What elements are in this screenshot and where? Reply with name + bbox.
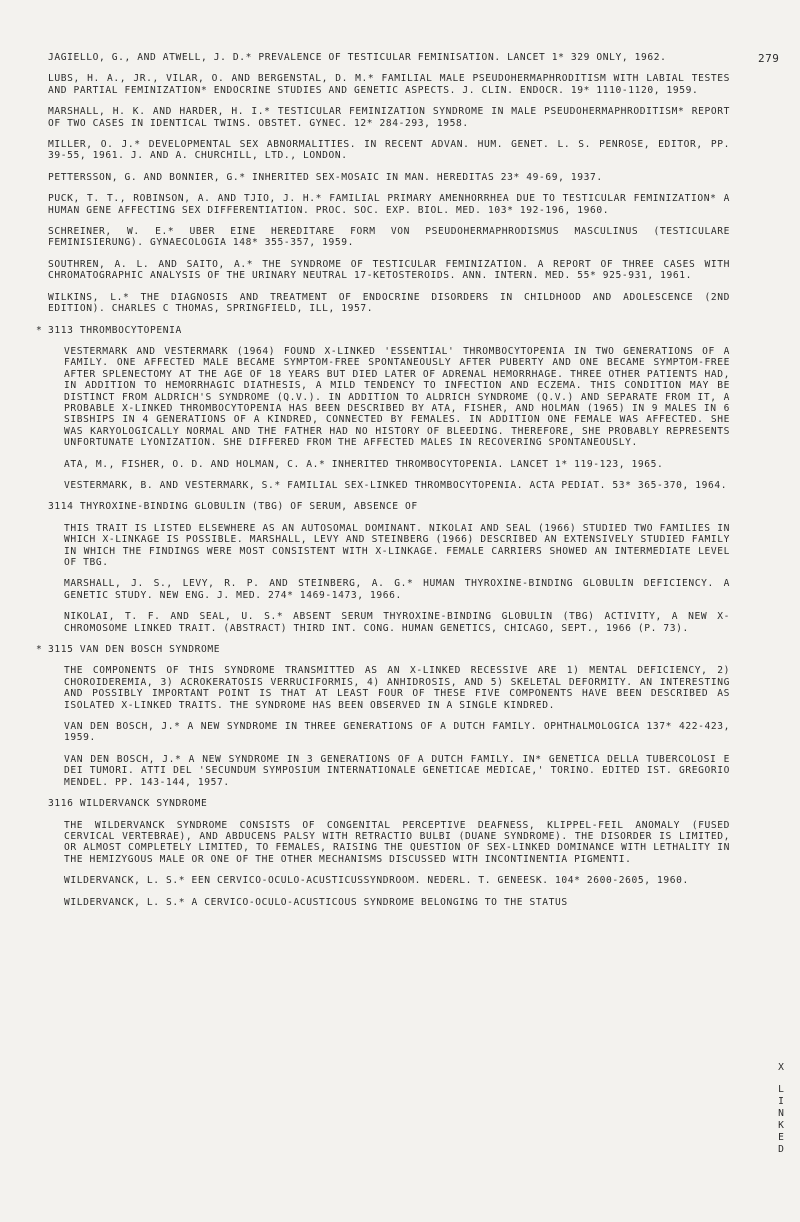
side-label-letter: E: [778, 1132, 784, 1143]
reference: ATA, M., FISHER, O. D. AND HOLMAN, C. A.* INHERITED THROMBOCYTOPENIA. LANCET 1* 119-123, 1965.: [64, 458, 664, 470]
reference: MILLER, O. J.* DEVELOPMENTAL SEX ABNORMALITIES. IN RECENT ADVAN. HUM. GENET. L. S. PENROSE, EDITOR, PP. 39-55, 1961. J. AND A. CHURCHILL, LTD., LONDON.: [48, 139, 730, 162]
reference: VAN DEN BOSCH, J.* A NEW SYNDROME IN THREE GENERATIONS OF A DUTCH FAMILY. OPHTHALMOLOGICA 137* 422-423, 1959.: [64, 721, 730, 744]
entry-heading: [36, 324, 730, 336]
reference: WILDERVANCK, L. S.* EEN CERVICO-OCULO-ACUSTICUSSYNDROOM. NEDERL. T. GENEESK. 104* 2600-2605, 1960.: [64, 875, 689, 887]
side-label-letter: I: [778, 1096, 784, 1107]
reference: LUBS, H. A., JR., VILAR, O. AND BERGENSTAL, D. M.* FAMILIAL MALE PSEUDOHERMAPHRODITISM WITH LABIAL TESTES AND PARTIAL FEMINIZATION* ENDOCRINE STUDIES AND GENETIC ASPECTS. J. CLIN. ENDOCR. 19* 1110-1120, 1959.: [48, 73, 730, 96]
side-label-letter: L: [778, 1084, 784, 1095]
entry-body: THE COMPONENTS OF THIS SYNDROME TRANSMITTED AS AN X-LINKED RECESSIVE ARE 1) MENTAL DEFICIENCY, 2) CHOROIDEREMIA, 3) ACROKERATOSIS VERRUCIFORMIS, 4) ANHIDROSIS, AND 5) SKELETAL DEFORMITY. AN INTERESTING AND POSSIBLY IMPORTANT POINT IS THAT AT LEAST FOUR OF THESE FIVE COMPONENTS HAVE BEEN DESCRIBED AS ISOLATED X-LINKED TRAITS. THE SYNDROME HAS BEEN OBSERVED IN A SINGLE KINDRED.: [64, 665, 730, 711]
reference: VAN DEN BOSCH, J.* A NEW SYNDROME IN 3 GENERATIONS OF A DUTCH FAMILY. IN* GENETICA DELLA TUBERCOLOSI E DEI TUMORI. ATTI DEL 'SECUNDUM SYMPOSIUM INTERNATIONALE GENETICAE MEDICAE,' TORINO. EDITED IST. GREGORIO MENDEL. PP. 143-144, 1957.: [64, 753, 730, 788]
page-content: [36, 52, 730, 918]
entry-title: 3116 WILDERVANCK SYNDROME: [48, 798, 208, 810]
entry-body: VESTERMARK AND VESTERMARK (1964) FOUND X-LINKED 'ESSENTIAL' THROMBOCYTOPENIA IN TWO GENERATIONS OF A FAMILY. ONE AFFECTED MALE BECAME SYMPTOM-FREE SPONTANEOUSLY AFTER PUBERTY AND ONE BECAME SYMPTOM-FREE AFTER SPLENECTOMY AT THE AGE OF 18 YEARS BUT DIED LATER OF ADRENAL HEMORRHAGE. THREE OTHER PATIENTS HAD, IN ADDITION TO HEMORRHAGIC DIATHESIS, A MILD TENDENCY TO INFECTION AND ECZEMA. THIS CONDITION MAY BE DISTINCT FROM ALDRICH'S SYNDROME (Q.V.). IN ADDITION TO ALDRICH SYNDROME (Q.V.) AND SEPARATE FROM IT, A PROBABLE X-LINKED THROMBOCYTOPENIA HAS BEEN DESCRIBED BY ATA, FISHER, AND HOLMAN (1965) IN 9 MALES IN 6 SIBSHIPS IN 4 GENERATIONS OF A KINDRED, CONNECTED BY FEMALES. IN ADDITION ONE FEMALE WAS AFFECTED. SHE WAS KARYOLOGICALLY NORMAL AND THE FATHER HAD NO HISTORY OF BLEEDING. THEREFORE, SHE PROBABLY REPRESENTS UNFORTUNATE LYONIZATION. SHE DIFFERED FROM THE AFFECTED MALES IN RECOVERING SPONTANEOUSLY.: [64, 345, 730, 449]
side-label-letter: N: [778, 1108, 784, 1119]
page-number: 279: [758, 52, 780, 65]
reference: WILDERVANCK, L. S.* A CERVICO-OCULO-ACUSTICOUS SYNDROME BELONGING TO THE STATUS: [64, 896, 568, 908]
reference: JAGIELLO, G., AND ATWELL, J. D.* PREVALENCE OF TESTICULAR FEMINISATION. LANCET 1* 329 ONLY, 1962.: [48, 52, 667, 63]
entry-title: 3115 VAN DEN BOSCH SYNDROME: [48, 644, 221, 656]
entry-heading: [48, 501, 730, 512]
reference: PUCK, T. T., ROBINSON, A. AND TJIO, J. H.* FAMILIAL PRIMARY AMENHORRHEA DUE TO TESTICULAR FEMINIZATION* A HUMAN GENE AFFECTING SEX DIFFERENTIATION. PROC. SOC. EXP. BIOL. MED. 103* 192-196, 1960.: [48, 193, 730, 216]
entry-3115: [36, 644, 730, 788]
side-label-letter: K: [778, 1120, 784, 1131]
reference: WILKINS, L.* THE DIAGNOSIS AND TREATMENT OF ENDOCRINE DISORDERS IN CHILDHOOD AND ADOLESCENCE (2ND EDITION). CHARLES C THOMAS, SPRINGFIELD, ILL, 1957.: [48, 291, 730, 315]
reference: PETTERSSON, G. AND BONNIER, G.* INHERITED SEX-MOSAIC IN MAN. HEREDITAS 23* 49-69, 1937.: [48, 171, 603, 183]
reference: MARSHALL, J. S., LEVY, R. P. AND STEINBERG, A. G.* HUMAN THYROXINE-BINDING GLOBULIN DEFICIENCY. A GENETIC STUDY. NEW ENG. J. MED. 274* 1469-1473, 1966.: [64, 578, 730, 601]
entry-3114: [48, 501, 730, 634]
entry-3113: [36, 324, 730, 492]
asterisk-marker: *: [36, 644, 43, 656]
asterisk-marker: *: [36, 324, 43, 336]
entry-body: THE WILDERVANCK SYNDROME CONSISTS OF CONGENITAL PERCEPTIVE DEAFNESS, KLIPPEL-FEIL ANOMALY (FUSED CERVICAL VERTEBRAE), AND ABDUCENS PALSY WITH RETRACTIO BULBI (DUANE SYNDROME). THE DISORDER IS LIMITED, OR ALMOST COMPLETELY LIMITED, TO FEMALES, RAISING THE QUESTION OF SEX-LINKED DOMINANCE WITH LETHALITY IN THE HEMIZYGOUS MALE OR ONE OF THE OTHER MECHANISMS DISCUSSED WITH INCONTINENTIA PIGMENTI.: [64, 819, 730, 865]
side-label-letter: X: [778, 1062, 784, 1073]
entry-title: 3114 THYROXINE-BINDING GLOBULIN (TBG) OF SERUM, ABSENCE OF: [48, 501, 418, 513]
x-linked-side-label: [775, 1062, 787, 1156]
reference: NIKOLAI, T. F. AND SEAL, U. S.* ABSENT SERUM THYROXINE-BINDING GLOBULIN (TBG) ACTIVITY, A NEW X-CHROMOSOME LINKED TRAIT. (ABSTRACT) THIRD INT. CONG. HUMAN GENETICS, CHICAGO, SEPT., 1966 (P. 73).: [64, 611, 730, 634]
side-label-letter: D: [778, 1144, 784, 1155]
entry-body: THIS TRAIT IS LISTED ELSEWHERE AS AN AUTOSOMAL DOMINANT. NIKOLAI AND SEAL (1966) STUDIED TWO FAMILIES IN WHICH X-LINKAGE IS POSSIBLE. MARSHALL, LEVY AND STEINBERG (1966) DESCRIBED AN EXTENSIVELY STUDIED FAMILY IN WHICH THE FINDINGS WERE MOST CONSISTENT WITH X-LINKAGE. FEMALE CARRIERS SHOWED AN INTERMEDIATE LEVEL OF TBG.: [64, 522, 730, 568]
reference: SOUTHREN, A. L. AND SAITO, A.* THE SYNDROME OF TESTICULAR FEMINIZATION. A REPORT OF THREE CASES WITH CHROMATOGRAPHIC ANALYSIS OF THE URINARY NEUTRAL 17-KETOSTEROIDS. ANN. INTERN. MED. 55* 925-931, 1961.: [48, 258, 730, 282]
reference: VESTERMARK, B. AND VESTERMARK, S.* FAMILIAL SEX-LINKED THROMBOCYTOPENIA. ACTA PEDIAT. 53* 365-370, 1964.: [64, 479, 728, 491]
entry-heading: [36, 644, 730, 656]
entry-3116: [48, 798, 730, 908]
entry-heading: [48, 798, 730, 809]
entry-title: 3113 THROMBOCYTOPENIA: [48, 324, 182, 336]
references-continued: [48, 52, 730, 315]
reference: SCHREINER, W. E.* UBER EINE HEREDITARE FORM VON PSEUDOHERMAPHRODISMUS MASCULINUS (TESTICULARE FEMINISIERUNG). GYNAECOLOGIA 148* 355-357, 1959.: [48, 226, 730, 249]
reference: MARSHALL, H. K. AND HARDER, H. I.* TESTICULAR FEMINIZATION SYNDROME IN MALE PSEUDOHERMAPHRODITISM* REPORT OF TWO CASES IN IDENTICAL TWINS. OBSTET. GYNEC. 12* 284-293, 1958.: [48, 106, 730, 129]
